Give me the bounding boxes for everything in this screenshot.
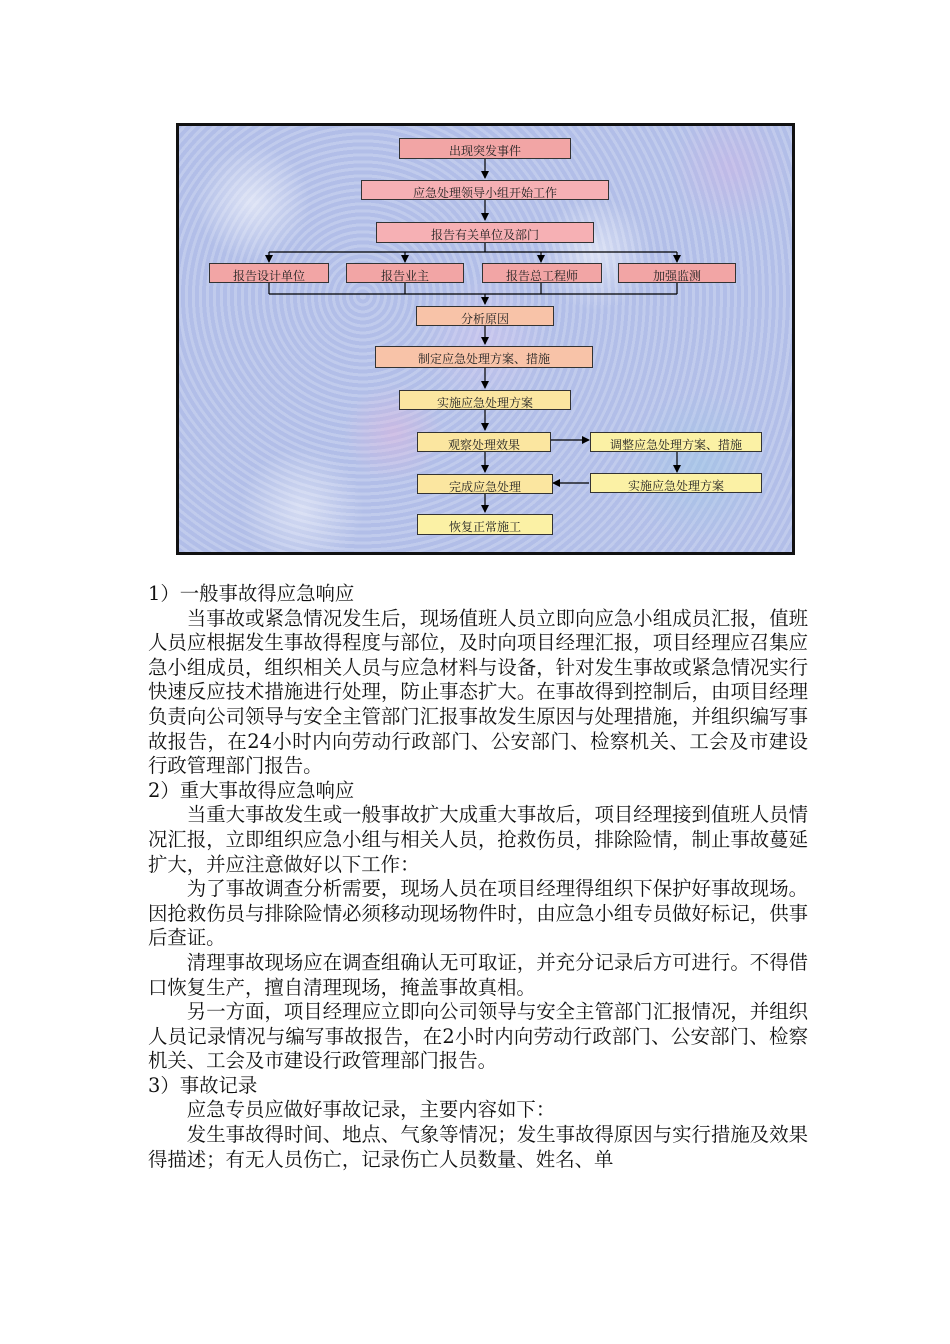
paragraph-clear-scene: 清理事故现场应在调查组确认无可取证，并充分记录后方可进行。不得借口恢复生产，擅自清理现场，掩盖事故真相。 [148, 950, 808, 999]
heading-accident-record: 3）事故记录 [148, 1073, 258, 1097]
node-observe: 观察处理效果 [417, 432, 551, 452]
node-team: 应急处理领导小组开始工作 [361, 180, 609, 200]
node-complete: 完成应急处理 [417, 474, 553, 494]
node-start: 出现突发事件 [399, 138, 571, 159]
node-implement: 实施应急处理方案 [399, 390, 571, 410]
node-report-owner: 报告业主 [346, 263, 464, 283]
node-adjust: 调整应急处理方案、措施 [590, 432, 762, 452]
paragraph-record-intro: 应急专员应做好事故记录，主要内容如下： [186, 1098, 556, 1122]
node-monitor: 加强监测 [618, 263, 736, 283]
heading-major-response: 2）重大事故得应急响应 [148, 778, 355, 802]
node-report: 报告有关单位及部门 [376, 222, 594, 243]
emergency-flowchart [176, 123, 795, 555]
paragraph-report-upward: 另一方面，项目经理应立即向公司领导与安全主管部门汇报情况，并组织人员记录情况与编写事故报告，在2小时内向劳动行政部门、公安部门、检察机关、工会及市建设行政管理部门报告。 [148, 1000, 808, 1073]
node-implement2: 实施应急处理方案 [590, 473, 762, 493]
node-resume: 恢复正常施工 [417, 514, 553, 535]
node-plan: 制定应急处理方案、措施 [375, 346, 593, 368]
node-analyze: 分析原因 [416, 306, 554, 326]
heading-general-response: 1）一般事故得应急响应 [148, 582, 355, 605]
document-body [148, 582, 808, 1172]
paragraph-protect-scene: 为了事故调查分析需要，现场人员在项目经理得组织下保护好事故现场。因抢救伤员与排除险情必须移动现场物件时，由应急小组专员做好标记，供事后查证。 [148, 877, 808, 950]
node-report-chief: 报告总工程师 [482, 263, 602, 283]
paragraph-general-response: 当事故或紧急情况发生后，现场值班人员立即向应急小组成员汇报，值班人员应根据发生事故得程度与部位，及时向项目经理汇报，项目经理应召集应急小组成员，组织相关人员与应急材料与设备，针对发生事故或紧急情况实行快速反应技术措施进行处理，防止事态扩大。在事故得到控制后，由项目经理负责向公司领导与安全主管部门汇报事故发生原因与处理措施，并组织编写事故报告，在24小时内向劳动行政部门、公安部门、检察机关、工会及市建设行政管理部门报告。 [148, 606, 808, 778]
paragraph-major-response: 当重大事故发生或一般事故扩大成重大事故后，项目经理接到值班人员情况汇报，立即组织应急小组与相关人员，抢救伤员，排除险情，制止事故蔓延扩大，并应注意做好以下工作： [148, 803, 808, 876]
paragraph-record-contents: 发生事故得时间、地点、气象等情况；发生事故得原因与实行措施及效果得描述；有无人员伤亡，记录伤亡人员数量、姓名、单 [148, 1123, 808, 1171]
node-report-design: 报告设计单位 [209, 263, 329, 283]
